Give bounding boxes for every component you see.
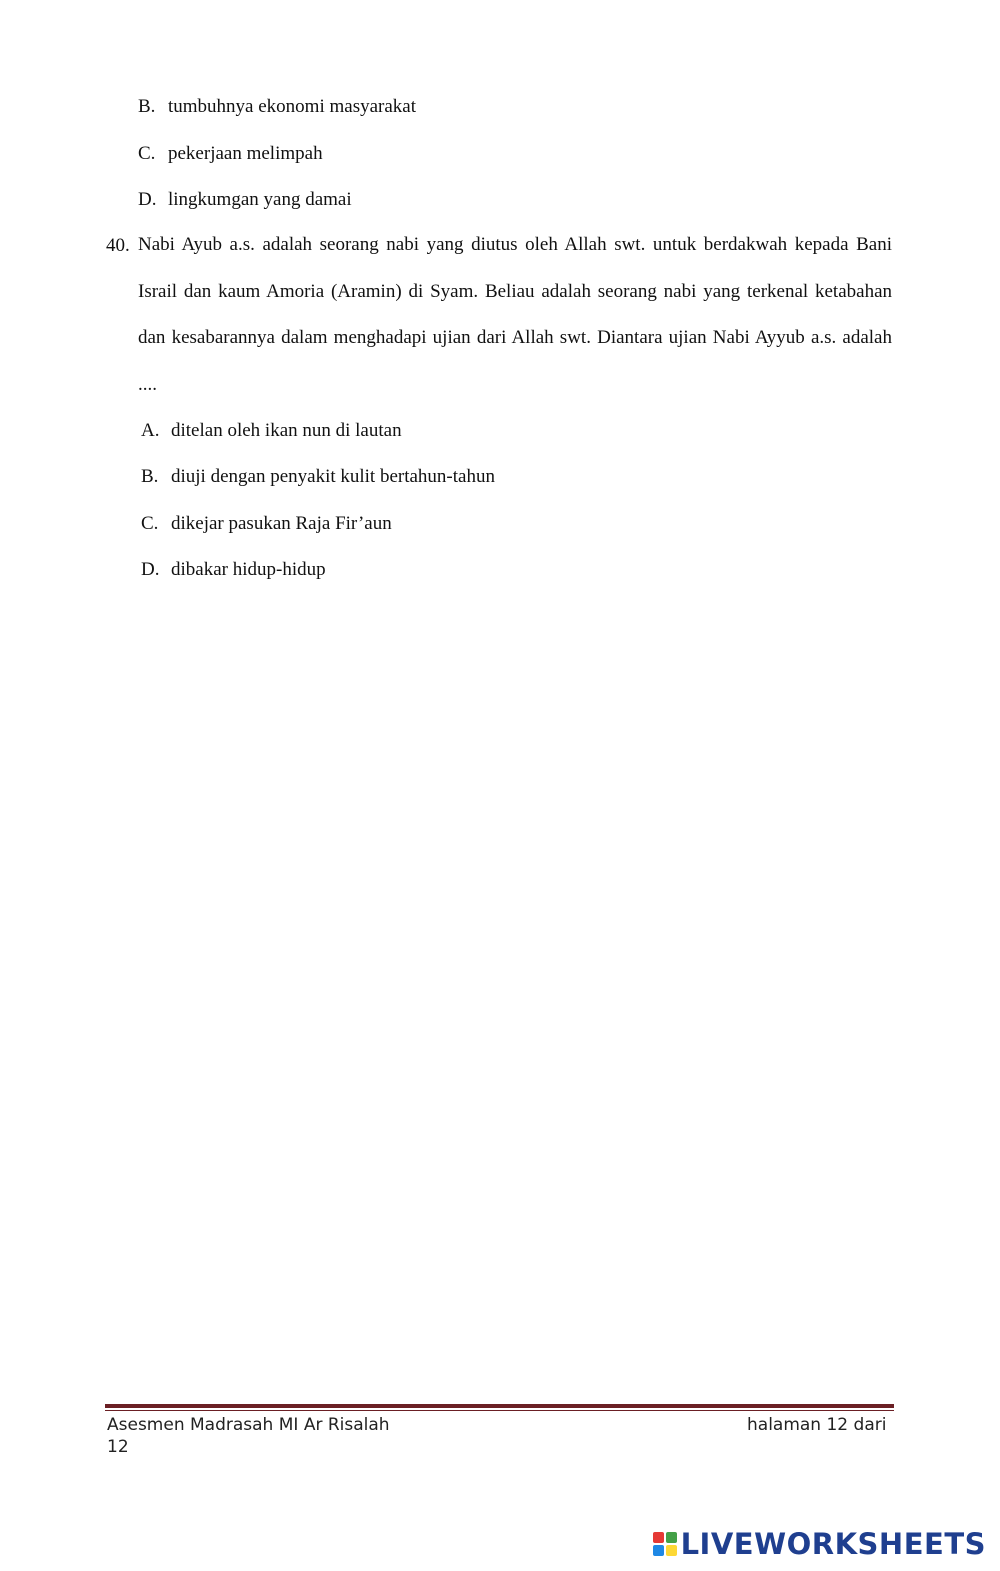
option-b bbox=[141, 465, 495, 489]
logo-square bbox=[666, 1532, 677, 1543]
footer-divider-thin bbox=[105, 1410, 894, 1411]
option-d bbox=[141, 558, 326, 582]
footer-page-label: halaman 12 dari bbox=[747, 1415, 887, 1435]
option-d bbox=[138, 188, 352, 212]
question-number: 40. bbox=[106, 235, 130, 256]
option-letter: D. bbox=[138, 189, 157, 210]
option-text: dibakar hidup-hidup bbox=[171, 559, 326, 580]
option-letter: B. bbox=[138, 96, 156, 117]
liveworksheets-logo-icon bbox=[653, 1532, 677, 1556]
footer-school: Asesmen Madrasah MI Ar Risalah bbox=[107, 1415, 390, 1435]
option-text: dikejar pasukan Raja Fir’aun bbox=[171, 513, 392, 534]
option-text: pekerjaan melimpah bbox=[168, 143, 323, 164]
option-text: tumbuhnya ekonomi masyarakat bbox=[168, 96, 416, 117]
logo-square bbox=[653, 1545, 664, 1556]
option-letter: A. bbox=[141, 420, 160, 441]
option-c bbox=[138, 142, 323, 166]
option-letter: D. bbox=[141, 559, 160, 580]
footer-page-total: 12 bbox=[107, 1437, 129, 1457]
option-text: ditelan oleh ikan nun di lautan bbox=[171, 420, 402, 441]
option-letter: C. bbox=[138, 143, 156, 164]
option-c bbox=[141, 512, 392, 536]
option-text: lingkumgan yang damai bbox=[168, 189, 352, 210]
brand-name: LIVEWORKSHEETS bbox=[680, 1527, 986, 1561]
question-text: Nabi Ayub a.s. adalah seorang nabi yang diutus oleh Allah swt. untuk berdakwah kepada Bani Israil dan kaum Amoria (Aramin) di Syam. Beliau adalah seorang nabi yang terkenal ketabahan dan kesabarannya dalam menghadapi ujian dari Allah swt. Diantara ujian Nabi Ayyub a.s. adalah .... bbox=[138, 234, 892, 395]
footer-divider bbox=[105, 1404, 894, 1408]
logo-square bbox=[653, 1532, 664, 1543]
option-letter: B. bbox=[141, 466, 159, 487]
logo-square bbox=[666, 1545, 677, 1556]
option-letter: C. bbox=[141, 513, 159, 534]
option-b bbox=[138, 95, 416, 119]
liveworksheets-watermark bbox=[653, 1527, 986, 1561]
option-text: diuji dengan penyakit kulit bertahun-tahun bbox=[171, 466, 495, 487]
option-a bbox=[141, 419, 402, 443]
